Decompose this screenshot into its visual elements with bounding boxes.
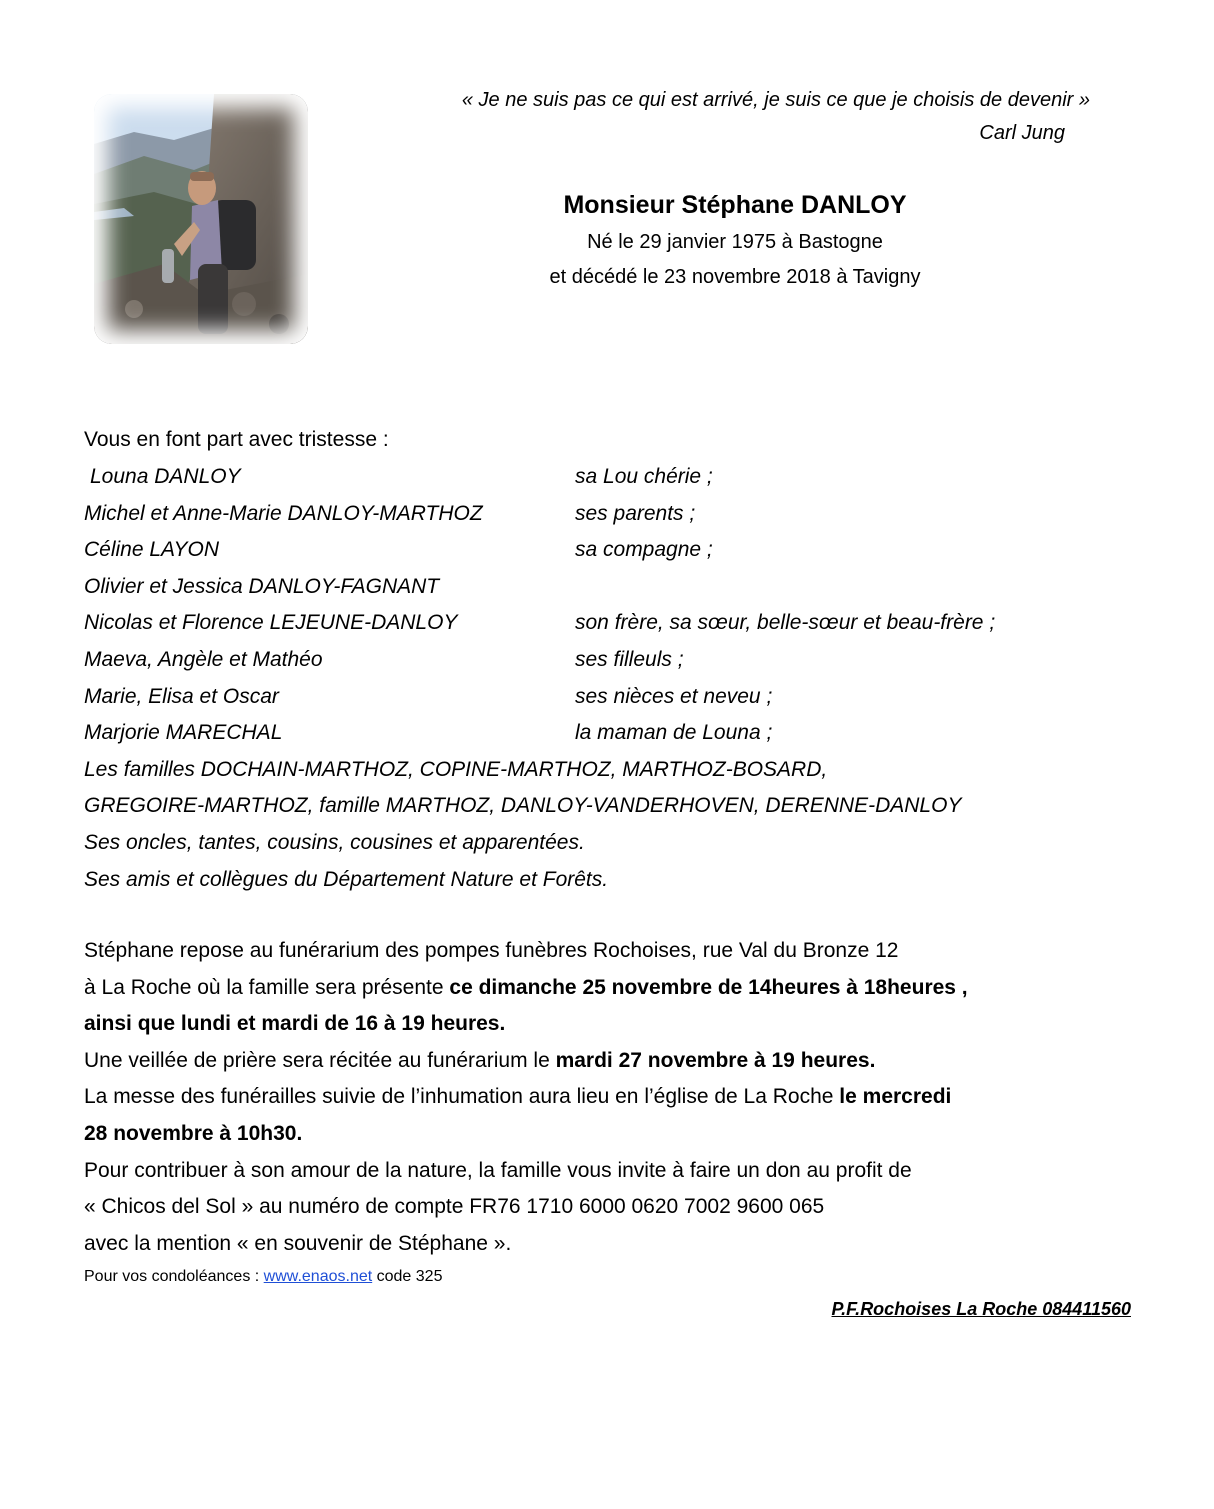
family-row <box>84 683 1144 720</box>
family-row <box>84 646 1144 683</box>
epigraph-author: Carl Jung <box>979 122 1065 144</box>
portrait-photo-image <box>94 94 308 344</box>
family-row <box>84 500 1144 537</box>
family-member-relation: ses filleuls ; <box>575 647 684 671</box>
visiting-line <box>84 974 1144 1011</box>
condolences-link[interactable]: www.enaos.net <box>263 1268 373 1285</box>
mass-line <box>84 1083 1144 1120</box>
family-member-relation: ses parents ; <box>575 501 696 525</box>
visiting-weekday-line <box>84 1010 1144 1047</box>
family-member-relation: son frère, sa sœur, belle-sœur et beau-frère ; <box>575 611 996 635</box>
visiting-sunday-hours: ce dimanche 25 novembre de 14heures à 18heures , <box>449 975 968 999</box>
extended-family-line: Les familles DOCHAIN-MARTHOZ, COPINE-MARTHOZ, MARTHOZ-BOSARD, <box>84 757 828 781</box>
family-member-relation: sa compagne ; <box>575 538 713 562</box>
family-list <box>84 463 1144 902</box>
friends-colleagues-line: Ses amis et collègues du Département Nature et Forêts. <box>84 867 609 891</box>
condolences-code: code 325 <box>372 1268 443 1285</box>
family-member-name: Céline LAYON <box>84 538 220 562</box>
family-member-name: Maeva, Angèle et Mathéo <box>84 647 323 671</box>
family-member-name: Olivier et Jessica DANLOY-FAGNANT <box>84 574 440 598</box>
vigil-datetime: mardi 27 novembre à 19 heures. <box>555 1048 876 1072</box>
family-row <box>84 536 1144 573</box>
family-member-name: Marjorie MARECHAL <box>84 721 283 745</box>
mass-datetime: 28 novembre à 10h30. <box>84 1121 303 1145</box>
visiting-weekday-hours: ainsi que lundi et mardi de 16 à 19 heures. <box>84 1012 506 1036</box>
family-row <box>84 609 1144 646</box>
family-row <box>84 719 1144 756</box>
portrait-photo <box>94 94 308 344</box>
condolences-prefix: Pour vos condoléances : <box>84 1268 264 1285</box>
family-member-relation: la maman de Louna ; <box>575 721 773 745</box>
funerarium-location: Stéphane repose au funérarium des pompes funèbres Rochoises, rue Val du Bronze 12 <box>84 939 899 962</box>
funeral-home-signature: P.F.Rochoises La Roche 084411560 <box>831 1299 1131 1319</box>
birth-line: Né le 29 janvier 1975 à Bastogne <box>587 231 883 253</box>
death-line: et décédé le 23 novembre 2018 à Tavigny <box>549 266 921 288</box>
vigil-text: Une veillée de prière sera récitée au funérarium le <box>84 1048 556 1072</box>
visiting-text: à La Roche où la famille sera présente <box>84 975 450 999</box>
mass-date-line <box>84 1120 1144 1157</box>
mass-text: La messe des funérailles suivie de l’inhumation aura lieu en l’église de La Roche <box>84 1085 840 1109</box>
family-member-name: Marie, Elisa et Oscar <box>84 684 279 708</box>
donation-line: Pour contribuer à son amour de la nature, la famille vous invite à faire un don au profit de <box>84 1158 912 1182</box>
family-member-name: Michel et Anne-Marie DANLOY-MARTHOZ <box>84 501 483 525</box>
deceased-name: Monsieur Stéphane DANLOY <box>563 191 907 219</box>
extended-family-line: GREGOIRE-MARTHOZ, famille MARTHOZ, DANLOY-VANDERHOVEN, DERENNE-DANLOY <box>84 794 962 818</box>
mass-day: le mercredi <box>839 1085 952 1109</box>
condolences-line <box>84 1266 442 1288</box>
epigraph-quote: « Je ne suis pas ce qui est arrivé, je suis ce que je choisis de devenir » <box>461 89 1090 111</box>
family-row <box>84 463 1144 500</box>
family-member-relation: ses nièces et neveu ; <box>575 684 773 708</box>
announcement-intro: Vous en font part avec tristesse : <box>84 428 389 451</box>
vigil-line <box>84 1047 1144 1084</box>
donation-account-line: « Chicos del Sol » au numéro de compte FR76 1710 6000 0620 7002 9600 065 <box>84 1195 825 1219</box>
family-row <box>84 573 1144 610</box>
relatives-line: Ses oncles, tantes, cousins, cousines et apparentées. <box>84 830 585 854</box>
funeral-details <box>84 937 1144 1266</box>
family-member-name: Louna DANLOY <box>90 465 241 488</box>
family-member-name: Nicolas et Florence LEJEUNE-DANLOY <box>84 611 458 635</box>
family-member-relation: sa Lou chérie ; <box>575 465 713 488</box>
donation-mention-line: avec la mention « en souvenir de Stéphane ». <box>84 1231 512 1255</box>
